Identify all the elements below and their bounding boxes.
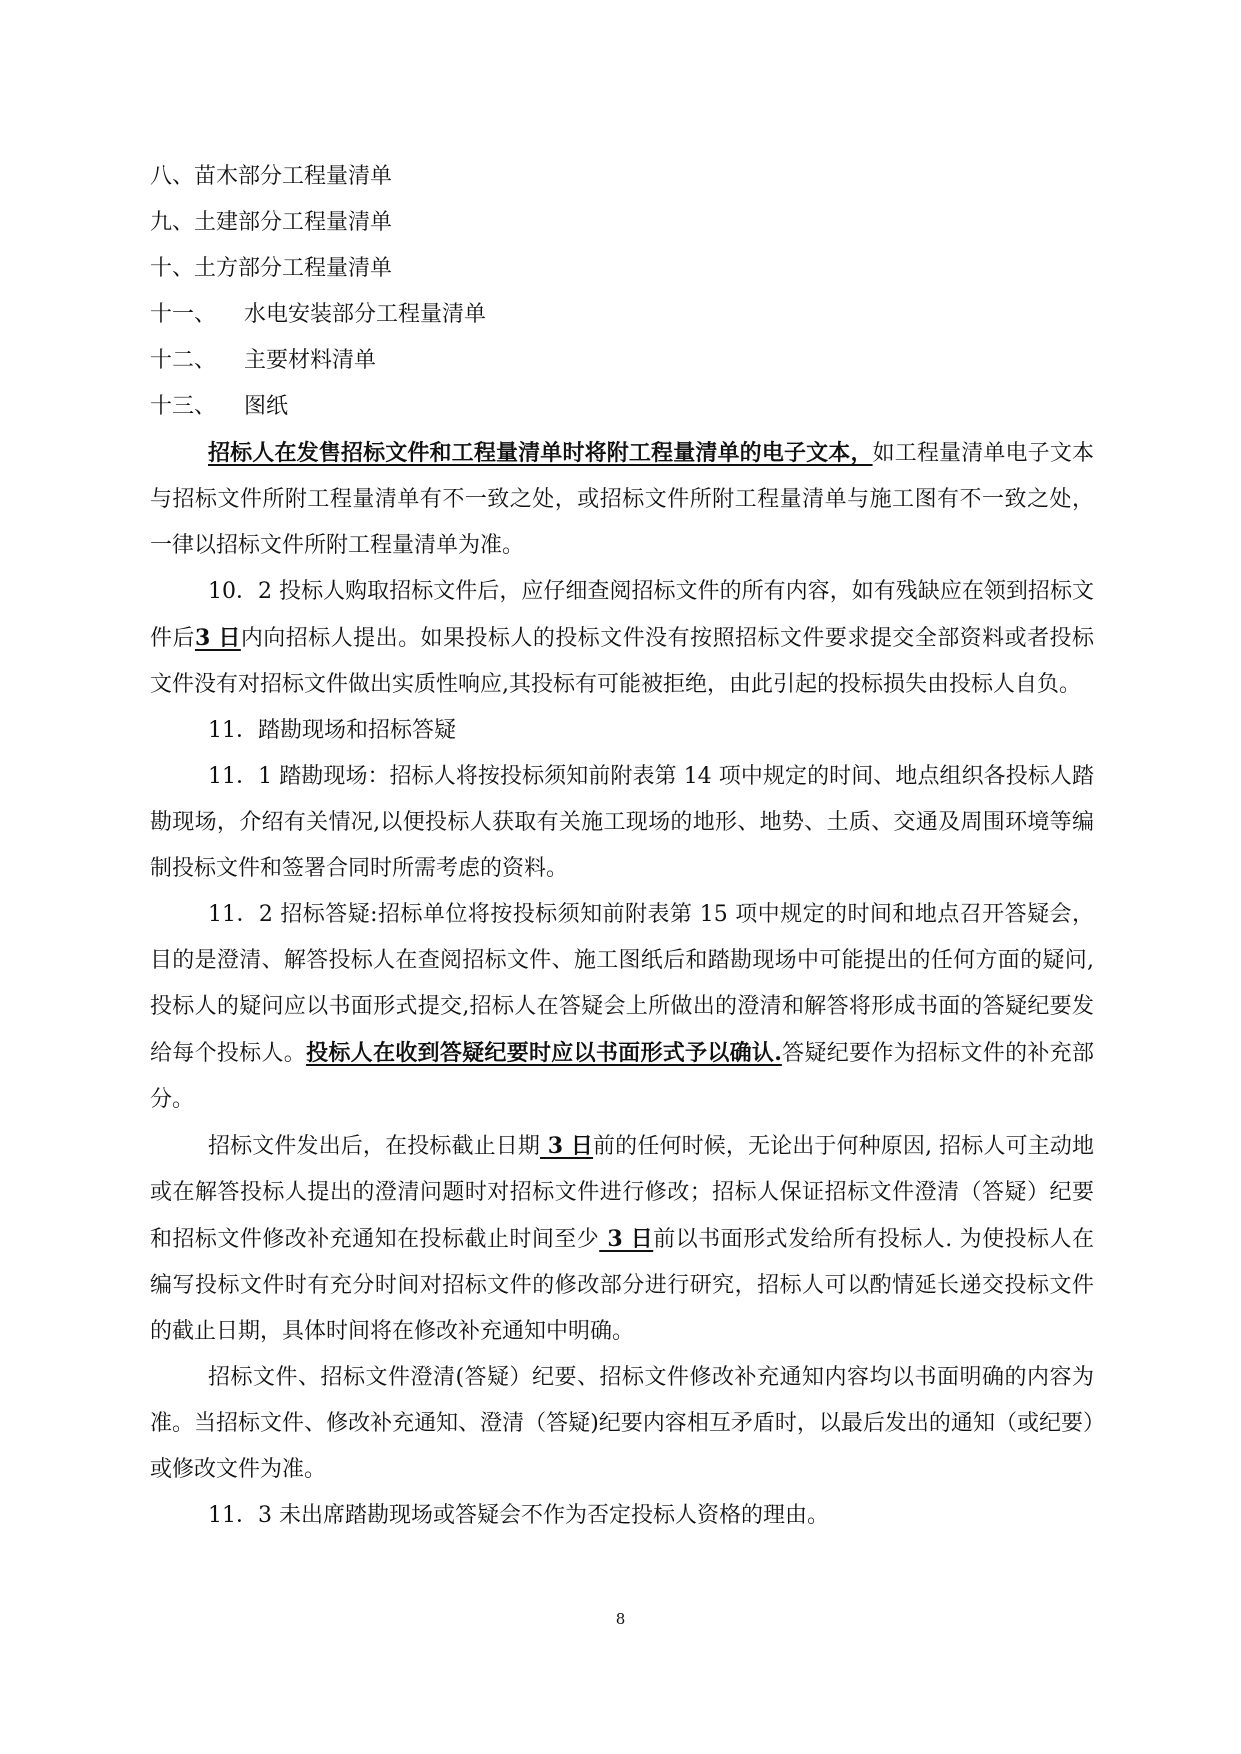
list-item-label: 苗木部分工程量清单 — [194, 164, 393, 189]
paragraph-electronic-text: 招标人在发售招标文件和工程量清单时将附工程量清单的电子文本，如工程量清单电子文本与招标文件所附工程量清单有不一致之处，或招标文件所附工程量清单与施工图有不一致之处，一律以招标文件所附工程量清单为准。 — [150, 440, 1094, 558]
list-item — [150, 200, 1094, 246]
emphasis-text: 招标人在发售招标文件和工程量清单时将附工程量清单的电子文本， — [208, 440, 873, 466]
days-value: 3 日 — [194, 625, 241, 651]
page-number: 8 — [615, 1610, 626, 1628]
paragraph-11-3: 11．3 未出席踏勘现场或答疑会不作为否定投标人资格的理由。 — [208, 1503, 829, 1528]
list-item-number: 十一、 — [150, 302, 217, 327]
list-item-number: 八、 — [150, 164, 195, 189]
list-item — [150, 384, 1094, 430]
list-item-number: 十三、 — [150, 394, 217, 419]
paragraph-11-2: 11．2 招标答疑:招标单位将按投标须知前附表第 15 项中规定的时间和地点召开答疑会，目的是澄清、解答投标人在查阅招标文件、施工图纸后和踏勘现场中可能提出的任何方面的疑问,投标人的疑问应以书面形式提交,招标人在答疑会上所做出的澄清和解答将形成书面的答疑纪要发给每个投标人。投标人在收到答疑纪要时应以书面形式予以确认.答疑纪要作为招标文件的补充部分。 — [150, 902, 1094, 1112]
list-item — [150, 292, 1094, 338]
list-item-number: 十、 — [150, 256, 195, 281]
list-item-label: 土方部分工程量清单 — [194, 256, 393, 281]
heading-11: 11．踏勘现场和招标答疑 — [208, 718, 456, 743]
paragraph-11-1: 11．1 踏勘现场：招标人将按投标须知前附表第 14 项中规定的时间、地点组织各投标人踏勘现场，介绍有关情况,以便投标人获取有关施工现场的地形、地势、土质、交通及周围环境等编制投标文件和签署合同时所需考虑的资料。 — [150, 764, 1094, 881]
list-item — [150, 246, 1094, 292]
attachment-list — [150, 154, 1094, 430]
list-item-number: 十二、 — [150, 348, 217, 373]
list-item — [150, 154, 1094, 200]
paragraph-10-2: 10．2 投标人购取招标文件后，应仔细查阅招标文件的所有内容，如有残缺应在领到招标文件后3 日内向招标人提出。如果投标人的投标文件没有按照招标文件要求提交全部资料或者投标文件没有对招标文件做出实质性响应,其投标有可能被拒绝，由此引起的投标损失由投标人自负。 — [150, 579, 1094, 697]
emphasis-text: 投标人在收到答疑纪要时应以书面形式予以确认. — [306, 1040, 782, 1066]
list-item-label: 主要材料清单 — [244, 348, 377, 373]
paragraph-modification: 招标文件发出后，在投标截止日期 3 日前的任何时候，无论出于何种原因, 招标人可主动地或在解答投标人提出的澄清问题时对招标文件进行修改；招标人保证招标文件澄清（答疑）纪要和招标文件修改补充通知在投标截止时间至少 3 日前以书面形式发给所有投标人. 为使投标人在编写投标文件时有充分时间对招标文件的修改部分进行研究，招标人可以酌情延长递交投标文件的截止日期，具体时间将在修改补充通知中明确。 — [150, 1133, 1094, 1344]
list-item-label: 土建部分工程量清单 — [194, 210, 393, 235]
days-value: 3 日 — [540, 1133, 594, 1159]
document-page — [150, 154, 1094, 1539]
days-value: 3 日 — [599, 1226, 654, 1252]
paragraph-precedence: 招标文件、招标文件澄清(答疑）纪要、招标文件修改补充通知内容均以书面明确的内容为准。当招标文件、修改补充通知、澄清（答疑)纪要内容相互矛盾时，以最后发出的通知（或纪要）或修改文件为准。 — [150, 1365, 1094, 1482]
list-item-label: 图纸 — [244, 394, 289, 419]
list-item — [150, 338, 1094, 384]
list-item-number: 九、 — [150, 210, 195, 235]
list-item-label: 水电安装部分工程量清单 — [244, 302, 487, 327]
